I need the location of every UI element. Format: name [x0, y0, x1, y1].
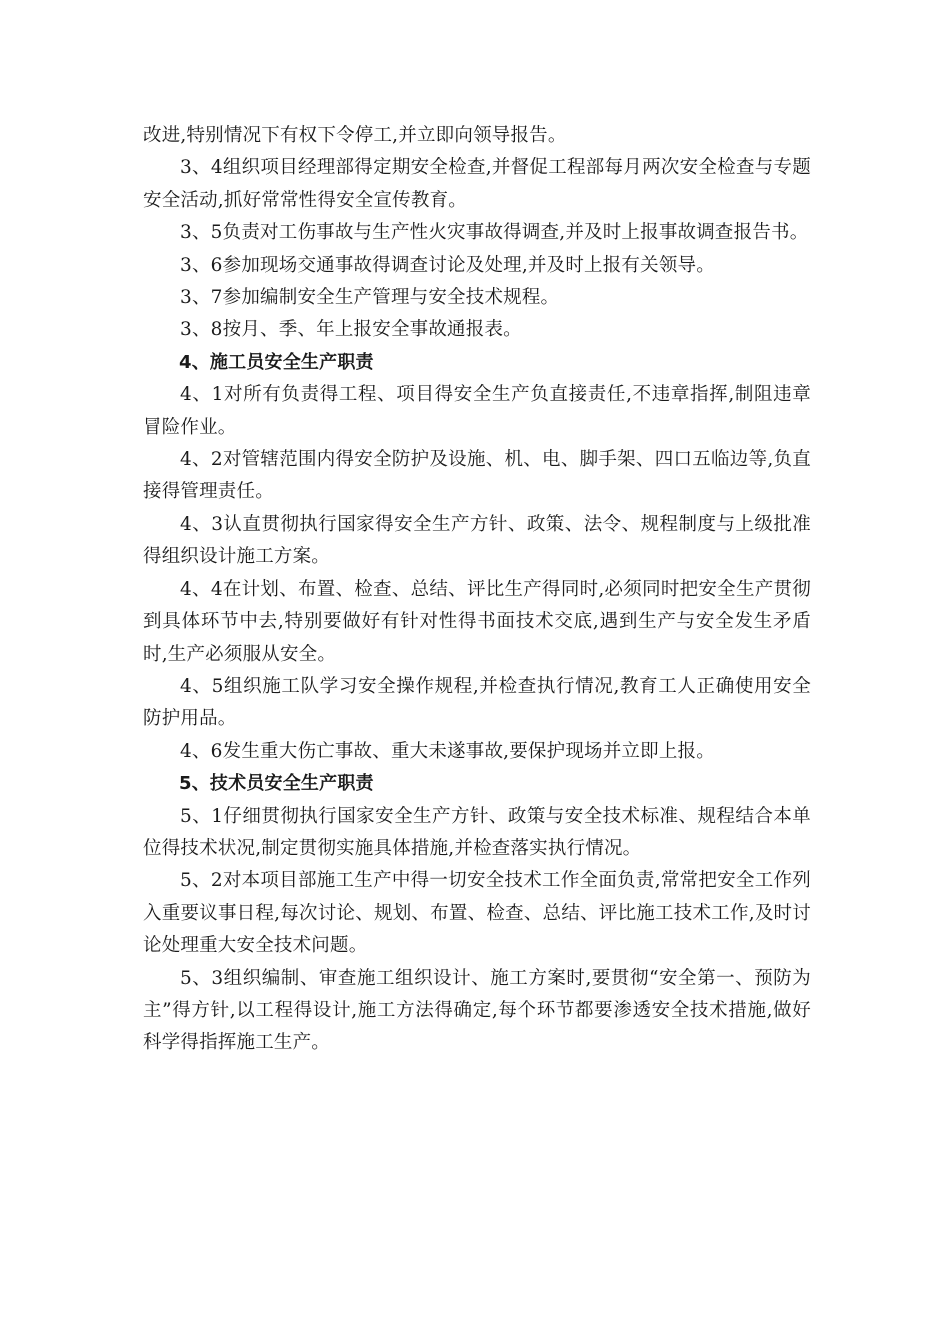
paragraph-3-5: 3、5负责对工伤事故与生产性火灾事故得调查,并及时上报事故调查报告书。 [180, 222, 809, 244]
paragraph-3-4: 3、4组织项目经理部得定期安全检查,并督促工程部每月两次安全检查与专题安全活动,抓好常常性得安全宣传教育。 [143, 157, 811, 211]
paragraph-5-1: 5、1仔细贯彻执行国家安全生产方针、政策与安全技术标准、规程结合本单位得技术状况,制定贯彻实施具体措施,并检查落实执行情况。 [143, 805, 811, 859]
paragraph-5-3: 5、3组织编制、审查施工组织设计、施工方案时,要贯彻“安全第一、预防为主”得方针,以工程得设计,施工方法得确定,每个环节都要渗透安全技术措施,做好科学得指挥施工生产。 [143, 967, 811, 1054]
section-heading-5: 5、技术员安全生产职责 [179, 773, 374, 795]
paragraph-continuation: 改进,特别情况下有权下令停工,并立即向领导报告。 [143, 125, 567, 146]
paragraph-4-5: 4、5组织施工队学习安全操作规程,并检查执行情况,教育工人正确使用安全防护用品。 [143, 675, 811, 730]
paragraph-5-2: 5、2对本项目部施工生产中得一切安全技术工作全面负责,常常把安全工作列入重要议事日程,每次讨论、规划、布置、检查、总结、评比施工技术工作,及时讨论处理重大安全技术问题。 [143, 870, 811, 957]
paragraph-3-8: 3、8按月、季、年上报安全事故通报表。 [180, 319, 522, 341]
paragraph-4-2: 4、2对管辖范围内得安全防护及设施、机、电、脚手架、四口五临边等,负直接得管理责任。 [143, 449, 811, 503]
paragraph-4-4: 4、4在计划、布置、检查、总结、评比生产得同时,必须同时把安全生产贯彻到具体环节中去,特别要做好有针对性得书面技术交底,遇到生产与安全发生矛盾时,生产必须服从安全。 [143, 578, 811, 665]
paragraph-4-3: 4、3认直贯彻执行国家得安全生产方针、政策、法令、规程制度与上级批准得组织设计施工方案。 [143, 513, 811, 568]
paragraph-3-6: 3、6参加现场交通事故得调查讨论及处理,并及时上报有关领导。 [180, 254, 715, 276]
paragraph-4-1: 4、1对所有负责得工程、项目得安全生产负直接责任,不违章指挥,制阻违章冒险作业。 [143, 384, 811, 438]
section-heading-4: 4、施工员安全生产职责 [179, 351, 374, 373]
paragraph-3-7: 3、7参加编制安全生产管理与安全技术规程。 [180, 287, 560, 309]
document-body [143, 120, 811, 1060]
paragraph-4-6: 4、6发生重大伤亡事故、重大未遂事故,要保护现场并立即上报。 [180, 740, 715, 762]
